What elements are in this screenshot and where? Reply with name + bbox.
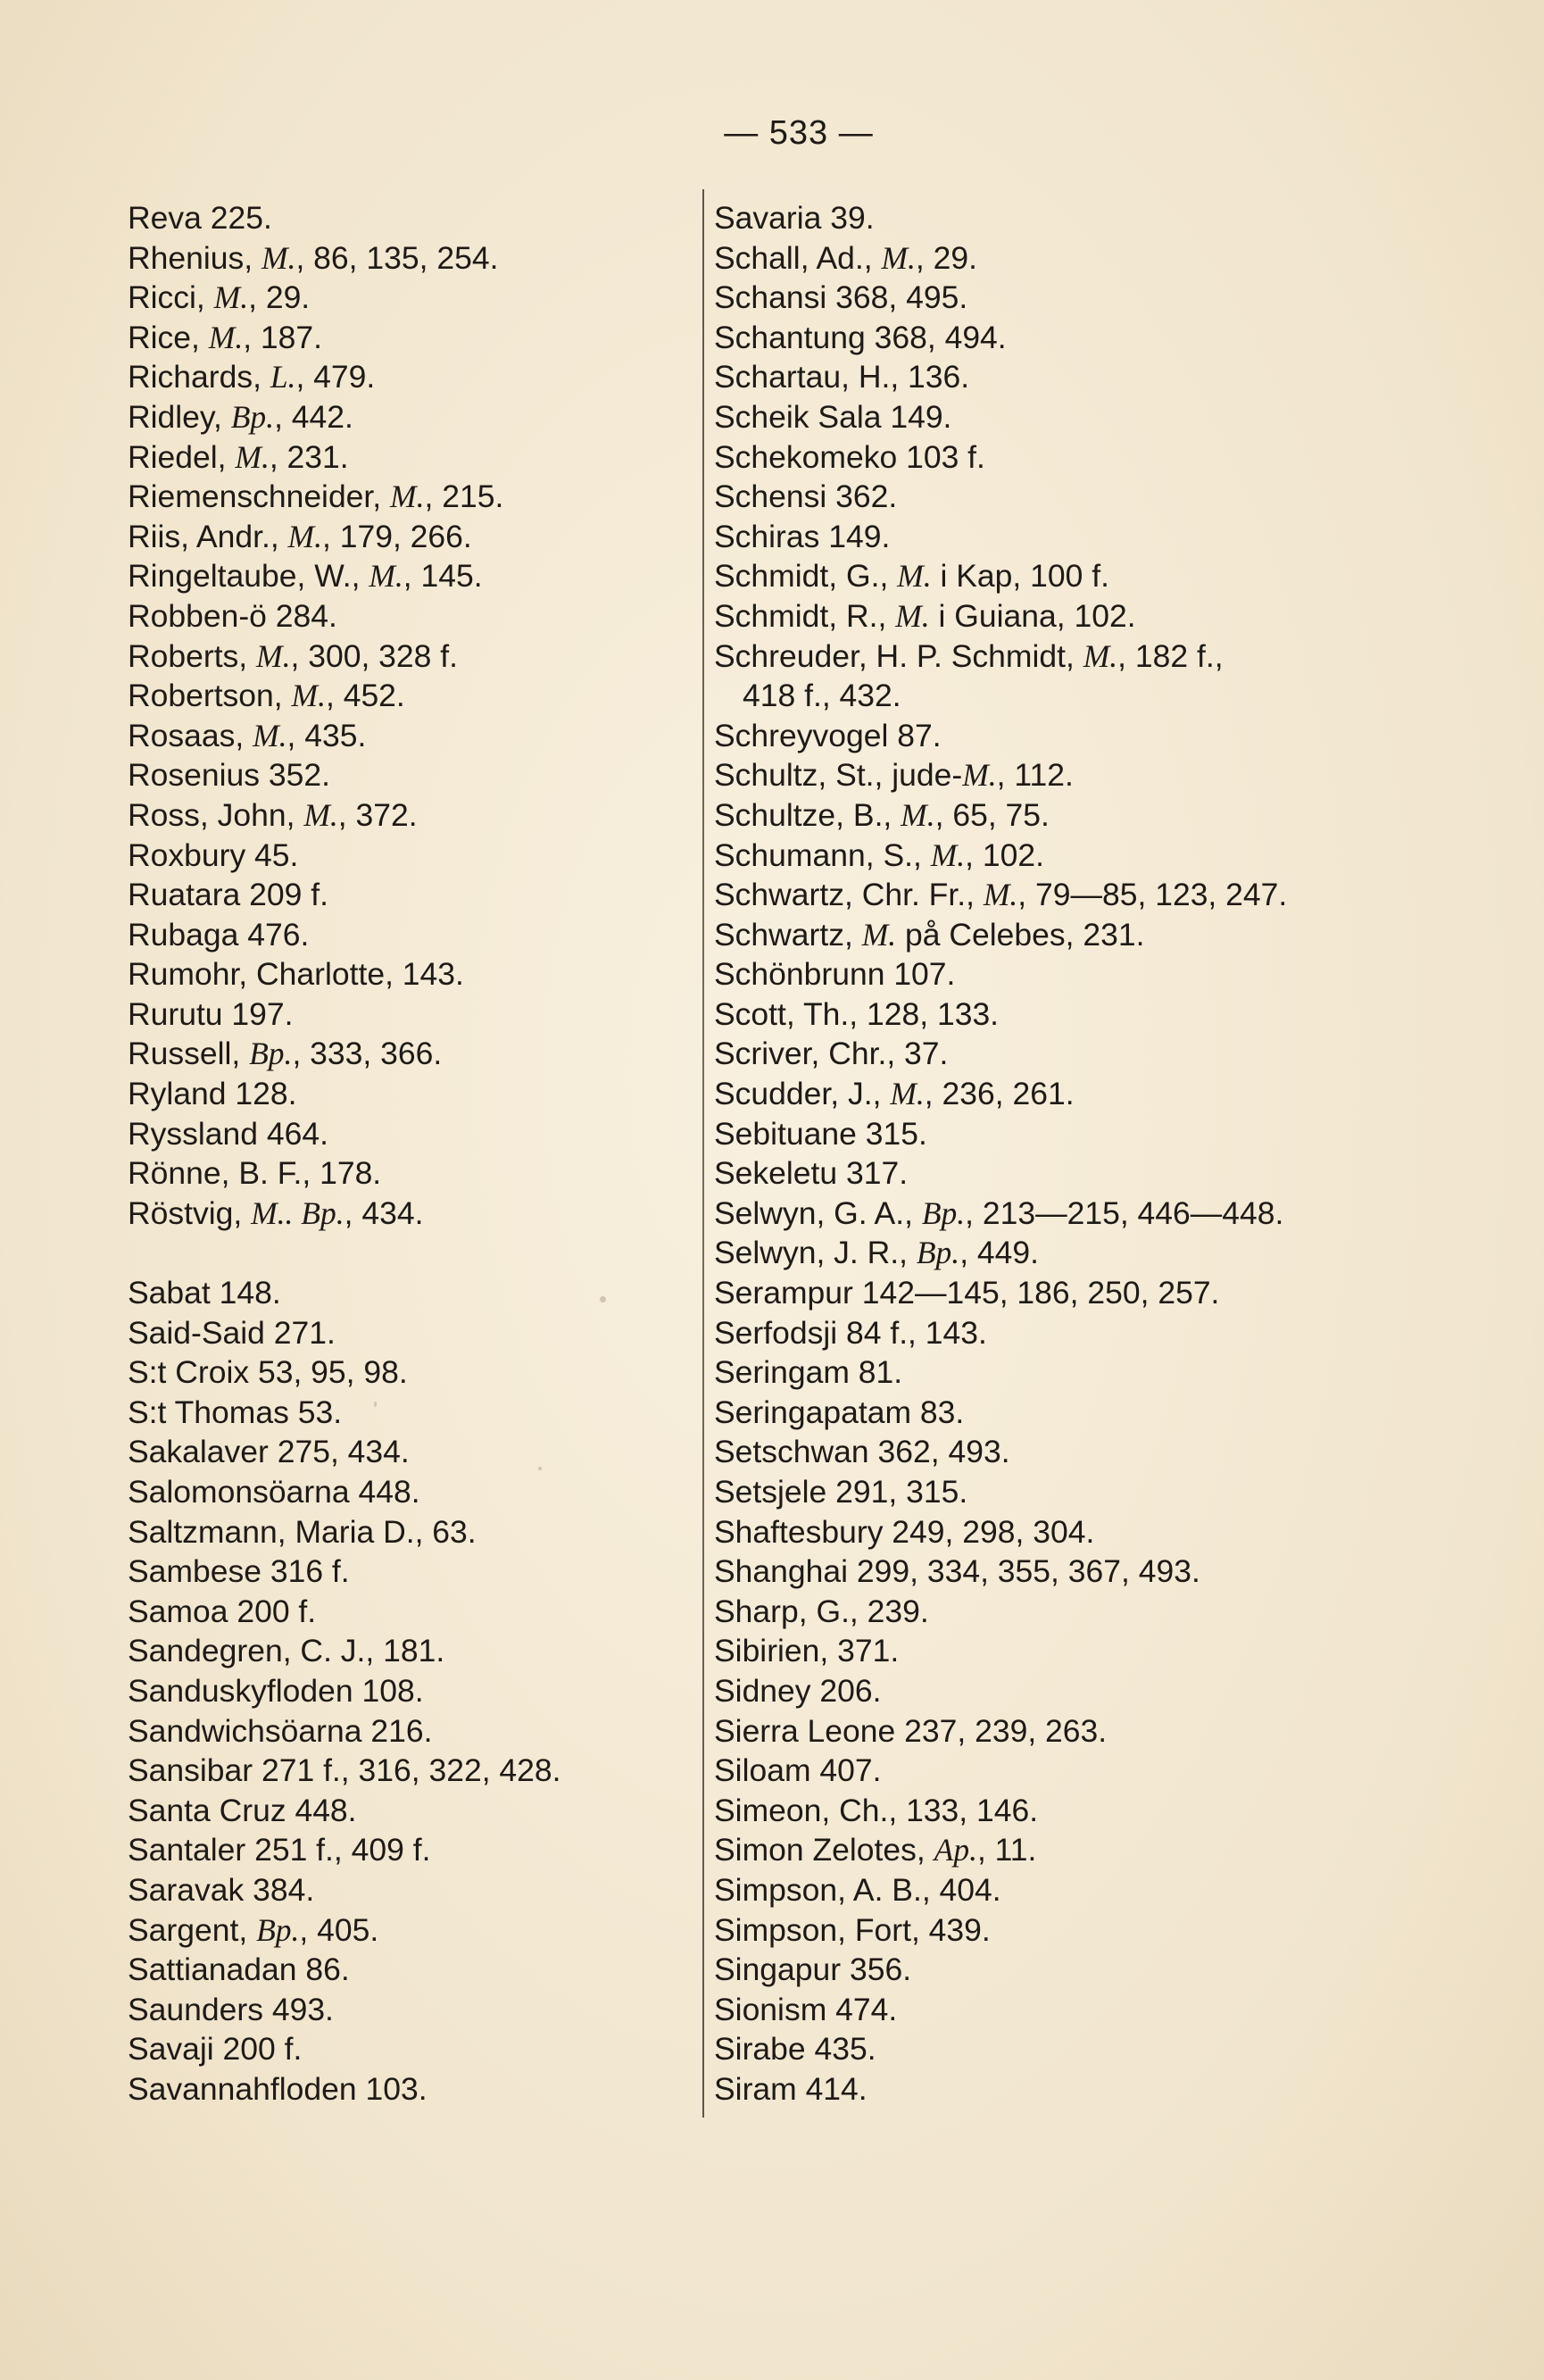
- entry-text: , 452.: [325, 678, 405, 714]
- entry-text: , 112.: [996, 757, 1074, 794]
- entry-title-abbreviation: M.: [208, 319, 244, 355]
- entry-text: S:t Croix 53, 95, 98.: [128, 1354, 408, 1391]
- entry-text: Schiras 149.: [714, 518, 891, 554]
- entry-text: Sandegren, C. J., 181.: [128, 1633, 445, 1669]
- entry-text: Richards,: [128, 359, 270, 395]
- entry-text: Sandwichsöarna 216.: [128, 1712, 433, 1749]
- paper-speck: [538, 1467, 542, 1470]
- index-entry: [714, 1910, 1287, 1951]
- entry-title-abbreviation: M.: [901, 796, 935, 833]
- index-entry: [714, 1592, 1287, 1632]
- entry-text: , 102.: [965, 836, 1044, 873]
- entry-text: Samoa 200 f.: [128, 1593, 317, 1629]
- index-entry: [128, 198, 561, 238]
- index-entry: [714, 1830, 1287, 1870]
- index-entry: [128, 1034, 561, 1074]
- entry-text: Siloam 407.: [714, 1752, 882, 1789]
- index-entry: [714, 1114, 1287, 1154]
- entry-text: Selwyn, G. A.,: [714, 1194, 922, 1231]
- index-entry: [714, 1393, 1287, 1433]
- entry-text: , 215.: [424, 478, 504, 515]
- entry-title-abbreviation: Bp.: [249, 1036, 293, 1072]
- entry-text: Sirabe 435.: [714, 2031, 876, 2068]
- entry-text: Riemenschneider,: [128, 478, 391, 515]
- paper-speck: [374, 1402, 377, 1407]
- index-entry: [128, 278, 561, 318]
- index-entry: [128, 1751, 561, 1791]
- index-entry: [714, 1552, 1287, 1592]
- entry-text: Rosaas,: [128, 717, 253, 753]
- index-entry: [714, 1472, 1287, 1512]
- entry-text: Rice,: [128, 319, 209, 355]
- entry-title-abbreviation: M.: [287, 518, 322, 554]
- index-entry: [128, 397, 561, 437]
- index-entry: [128, 676, 561, 716]
- entry-title-abbreviation: Bp.: [230, 398, 275, 435]
- index-column-left: [128, 198, 561, 2110]
- entry-text: i Guiana, 102.: [929, 597, 1136, 634]
- index-entry: [128, 2029, 561, 2069]
- index-entry: [714, 357, 1287, 397]
- index-entry: [714, 2069, 1287, 2110]
- index-entry: [714, 1791, 1287, 1831]
- index-entry: [128, 1114, 561, 1154]
- entry-text: Sibirien, 371.: [714, 1633, 900, 1669]
- index-entry: [128, 1313, 561, 1353]
- entry-title-abbreviation: M.: [930, 836, 966, 873]
- page-number: — 533 —: [724, 114, 874, 152]
- entry-text: Singapur 356.: [714, 1951, 912, 1988]
- index-entry: [714, 477, 1287, 517]
- entry-title-abbreviation: M.: [213, 279, 249, 316]
- index-entry: [714, 1273, 1287, 1313]
- entry-text: Sambese 316 f.: [128, 1553, 350, 1590]
- index-entry: [128, 1393, 561, 1433]
- index-entry: [128, 716, 561, 756]
- index-entry: [128, 357, 561, 397]
- paper-speck: [600, 1296, 606, 1302]
- index-entry: [714, 238, 1287, 279]
- index-entry: [128, 1791, 561, 1831]
- index-entry: [714, 1512, 1287, 1552]
- index-entry: [128, 1830, 561, 1870]
- entry-text: Sidney 206.: [714, 1672, 882, 1709]
- entry-text: Schultze, B.,: [714, 796, 901, 833]
- entry-title-abbreviation: M.: [962, 757, 997, 794]
- entry-text: Santaler 251 f., 409 f.: [128, 1832, 431, 1868]
- entry-text: Schreyvogel 87.: [714, 717, 942, 753]
- entry-text: Ridley,: [128, 398, 231, 435]
- index-entry: [714, 1631, 1287, 1671]
- index-entry: [128, 1990, 561, 2030]
- entry-text: Roxbury 45.: [128, 836, 299, 873]
- entry-text: Serampur 142—145, 186, 250, 257.: [714, 1275, 1220, 1311]
- index-entry: [714, 915, 1287, 955]
- entry-title-abbreviation: M.: [861, 916, 897, 953]
- entry-title-abbreviation: Ap.: [934, 1832, 977, 1868]
- entry-text: , 145.: [403, 558, 483, 595]
- entry-text: Sargent,: [128, 1911, 257, 1948]
- entry-text: Saltzmann, Maria D., 63.: [128, 1513, 477, 1550]
- entry-text: Sebituane 315.: [714, 1115, 927, 1152]
- index-entry: [714, 954, 1287, 994]
- index-entry: [128, 1631, 561, 1671]
- index-entry: [714, 556, 1287, 596]
- entry-title-abbreviation: M.: [897, 558, 932, 595]
- index-entry: [128, 1950, 561, 1990]
- entry-text: Schmidt, R.,: [714, 597, 896, 634]
- index-entry: [128, 238, 561, 279]
- index-entry: [714, 1313, 1287, 1353]
- entry-text: Sharp, G., 239.: [714, 1593, 929, 1629]
- index-entry: [714, 1034, 1287, 1074]
- index-entry: [714, 397, 1287, 437]
- index-entry: [128, 1910, 561, 1951]
- entry-text: Saravak 384.: [128, 1871, 315, 1908]
- entry-title-abbreviation: M.. Bp.: [251, 1194, 344, 1231]
- index-entry: [128, 1711, 561, 1752]
- index-entry: [128, 1273, 561, 1313]
- entry-text: Selwyn, J. R.,: [714, 1235, 917, 1271]
- entry-text: , 405.: [299, 1911, 379, 1948]
- entry-title-abbreviation: M.: [253, 717, 287, 753]
- entry-text: Ringeltaube, W.,: [128, 558, 369, 595]
- index-entry: [714, 637, 1287, 677]
- entry-text: Saunders 493.: [128, 1991, 334, 2027]
- entry-text: Riis, Andr.,: [128, 518, 288, 554]
- entry-text: Santa Cruz 448.: [128, 1792, 357, 1828]
- index-entry: [714, 1751, 1287, 1791]
- index-entry: [128, 1671, 561, 1711]
- entry-title-abbreviation: M.: [390, 478, 425, 515]
- entry-text: Schall, Ad.,: [714, 239, 882, 276]
- column-divider: [702, 189, 704, 2118]
- entry-text: , 86, 135, 254.: [295, 239, 499, 276]
- entry-text: Sierra Leone 237, 239, 263.: [714, 1712, 1108, 1749]
- index-entry: [714, 2029, 1287, 2069]
- entry-text: , 187.: [243, 319, 323, 355]
- index-entry: [128, 755, 561, 795]
- entry-text: , 333, 366.: [292, 1036, 443, 1072]
- entry-text: Schwartz,: [714, 916, 862, 953]
- entry-text: Röstvig,: [128, 1194, 252, 1231]
- entry-text: , 213—215, 446—448.: [965, 1194, 1284, 1231]
- entry-title-abbreviation: M.: [890, 1076, 925, 1112]
- entry-title-abbreviation: M.: [895, 597, 930, 634]
- entry-text: Sakalaver 275, 434.: [128, 1434, 410, 1470]
- entry-text: Serfodsji 84 f., 143.: [714, 1314, 987, 1351]
- index-entry: [714, 755, 1287, 795]
- index-entry: [714, 716, 1287, 756]
- entry-text: Sekeletu 317.: [714, 1155, 909, 1192]
- entry-text: Scott, Th., 128, 133.: [714, 995, 1000, 1032]
- index-entry: [128, 875, 561, 915]
- entry-text: Simeon, Ch., 133, 146.: [714, 1792, 1039, 1828]
- entry-text: Schönbrunn 107.: [714, 956, 956, 993]
- index-entry: [128, 556, 561, 596]
- entry-text: Simpson, A. B., 404.: [714, 1871, 1001, 1908]
- entry-text: Ryland 128.: [128, 1076, 297, 1112]
- entry-text: Russell,: [128, 1036, 250, 1072]
- entry-text: 418 f., 432.: [743, 678, 901, 714]
- entry-text: , 65, 75.: [934, 796, 1050, 833]
- entry-text: , 300, 328 f.: [290, 637, 458, 674]
- entry-text: Savaria 39.: [714, 200, 875, 236]
- index-entry: [128, 437, 561, 478]
- entry-text: , 182 f.,: [1117, 637, 1224, 674]
- index-entry: [714, 795, 1287, 836]
- entry-title-abbreviation: Bp.: [921, 1194, 966, 1231]
- entry-text: , 479.: [295, 359, 376, 395]
- entry-text: Schansi 368, 495.: [714, 279, 968, 316]
- index-entry: [714, 437, 1287, 478]
- entry-text: , 231.: [269, 438, 349, 475]
- index-entry: [714, 1432, 1287, 1472]
- entry-text: Rönne, B. F., 178.: [128, 1155, 382, 1192]
- entry-text: Schreuder, H. P. Schmidt,: [714, 637, 1083, 674]
- entry-text: , 442.: [274, 398, 353, 435]
- entry-text: Rurutu 197.: [128, 995, 294, 1032]
- entry-text: Rubaga 476.: [128, 916, 310, 953]
- entry-text: Roberts,: [128, 637, 257, 674]
- index-entry: [714, 1194, 1287, 1234]
- entry-text: , 435.: [286, 717, 367, 753]
- entry-text: Schensi 362.: [714, 478, 898, 515]
- index-entry: [714, 198, 1287, 238]
- entry-text: Scriver, Chr., 37.: [714, 1036, 949, 1072]
- entry-text: Shaftesbury 249, 298, 304.: [714, 1513, 1095, 1550]
- entry-text: Sabat 148.: [128, 1275, 281, 1311]
- entry-text: Savannahfloden 103.: [128, 2070, 428, 2107]
- entry-text: Shanghai 299, 334, 355, 367, 493.: [714, 1553, 1200, 1590]
- index-entry: [714, 1671, 1287, 1711]
- entry-text: på Celebes, 231.: [896, 916, 1145, 953]
- entry-text: S:t Thomas 53.: [128, 1394, 343, 1430]
- entry-title-abbreviation: M.: [1083, 637, 1118, 674]
- index-entry: [714, 596, 1287, 637]
- entry-text: , 372.: [337, 796, 418, 833]
- index-entry: [128, 1870, 561, 1910]
- entry-title-abbreviation: M.: [303, 796, 338, 833]
- entry-text: Robben-ö 284.: [128, 597, 337, 634]
- index-entry: [128, 1472, 561, 1512]
- entry-title-abbreviation: M.: [235, 438, 270, 475]
- entry-text: , 434.: [344, 1194, 424, 1231]
- entry-title-abbreviation: M.: [881, 239, 916, 276]
- index-entry: [128, 954, 561, 994]
- entry-text: Robertson,: [128, 678, 292, 714]
- entry-title-abbreviation: M.: [256, 637, 291, 674]
- index-entry: [128, 596, 561, 637]
- entry-text: Riedel,: [128, 438, 236, 475]
- entry-text: Rosenius 352.: [128, 757, 330, 794]
- index-entry: [714, 1711, 1287, 1752]
- index-entry: [128, 836, 561, 876]
- index-entry: [714, 278, 1287, 318]
- index-entry: [128, 1592, 561, 1632]
- section-gap: [128, 1233, 561, 1273]
- entry-text: Simon Zelotes,: [714, 1832, 934, 1868]
- index-entry: [128, 637, 561, 677]
- index-entry: [714, 836, 1287, 876]
- index-entry: [714, 1870, 1287, 1910]
- entry-text: Scudder, J.,: [714, 1076, 891, 1112]
- entry-text: Sanduskyfloden 108.: [128, 1672, 424, 1709]
- entry-text: Siram 414.: [714, 2070, 867, 2107]
- index-entry: [128, 1552, 561, 1592]
- entry-text: Salomonsöarna 448.: [128, 1474, 420, 1510]
- entry-text: Setsjele 291, 315.: [714, 1474, 968, 1510]
- entry-text: Schekomeko 103 f.: [714, 438, 985, 475]
- index-entry-continuation: [714, 676, 1287, 716]
- index-entry: [714, 875, 1287, 915]
- index-entry: [128, 318, 561, 358]
- entry-text: Savaji 200 f.: [128, 2031, 303, 2068]
- index-entry: [714, 1990, 1287, 2030]
- index-entry: [714, 1153, 1287, 1194]
- index-entry: [714, 1950, 1287, 1990]
- entry-text: Seringapatam 83.: [714, 1394, 965, 1430]
- entry-title-abbreviation: Bp.: [916, 1235, 960, 1271]
- entry-text: Scheik Sala 149.: [714, 398, 952, 435]
- entry-text: Schmidt, G.,: [714, 558, 898, 595]
- entry-text: Schumann, S.,: [714, 836, 931, 873]
- entry-text: Ricci,: [128, 279, 214, 316]
- entry-text: Seringam 81.: [714, 1354, 903, 1391]
- entry-title-abbreviation: M.: [261, 239, 296, 276]
- entry-text: , 11.: [976, 1832, 1037, 1868]
- entry-text: Sionism 474.: [714, 1991, 898, 2027]
- index-entry: [714, 1352, 1287, 1393]
- entry-text: Ross, John,: [128, 796, 304, 833]
- index-column-right: [714, 198, 1287, 2110]
- entry-title-abbreviation: M.: [983, 877, 1018, 913]
- entry-text: Sansibar 271 f., 316, 322, 428.: [128, 1752, 561, 1789]
- index-entry: [714, 994, 1287, 1035]
- entry-text: Setschwan 362, 493.: [714, 1434, 1010, 1470]
- entry-text: Reva 225.: [128, 200, 272, 236]
- index-entry: [128, 795, 561, 836]
- entry-text: Sattianadan 86.: [128, 1951, 350, 1988]
- entry-text: Schultz, St., jude-: [714, 757, 963, 794]
- entry-text: Rhenius,: [128, 239, 261, 276]
- entry-text: Rumohr, Charlotte, 143.: [128, 956, 464, 993]
- index-entry: [128, 1074, 561, 1114]
- entry-text: , 449.: [959, 1235, 1040, 1271]
- entry-title-abbreviation: Bp.: [256, 1911, 300, 1948]
- index-entry: [128, 1194, 561, 1234]
- index-entry: [128, 915, 561, 955]
- entry-text: Said-Said 271.: [128, 1314, 336, 1351]
- entry-title-abbreviation: M.: [291, 678, 326, 714]
- entry-text: Simpson, Fort, 439.: [714, 1911, 991, 1948]
- entry-text: Schwartz, Chr. Fr.,: [714, 877, 984, 913]
- entry-text: , 79—85, 123, 247.: [1017, 877, 1288, 913]
- index-entry: [128, 1432, 561, 1472]
- index-entry: [714, 1074, 1287, 1114]
- index-entry: [128, 1352, 561, 1393]
- entry-text: Schartau, H., 136.: [714, 359, 970, 395]
- entry-text: i Kap, 100 f.: [931, 558, 1109, 595]
- index-entry: [128, 477, 561, 517]
- index-entry: [128, 517, 561, 557]
- entry-text: Schantung 368, 494.: [714, 319, 1007, 355]
- entry-title-abbreviation: L.: [270, 359, 296, 395]
- entry-text: Ruatara 209 f.: [128, 877, 328, 913]
- index-entry: [128, 1153, 561, 1194]
- entry-title-abbreviation: M.: [369, 558, 403, 595]
- entry-text: , 29.: [915, 239, 977, 276]
- entry-text: Ryssland 464.: [128, 1115, 328, 1152]
- index-entry: [128, 1512, 561, 1552]
- entry-text: , 29.: [248, 279, 311, 316]
- index-entry: [128, 2069, 561, 2110]
- index-entry: [128, 994, 561, 1035]
- index-entry: [714, 517, 1287, 557]
- index-entry: [714, 1233, 1287, 1273]
- entry-text: , 179, 266.: [322, 518, 472, 554]
- entry-text: , 236, 261.: [924, 1076, 1075, 1112]
- index-entry: [714, 318, 1287, 358]
